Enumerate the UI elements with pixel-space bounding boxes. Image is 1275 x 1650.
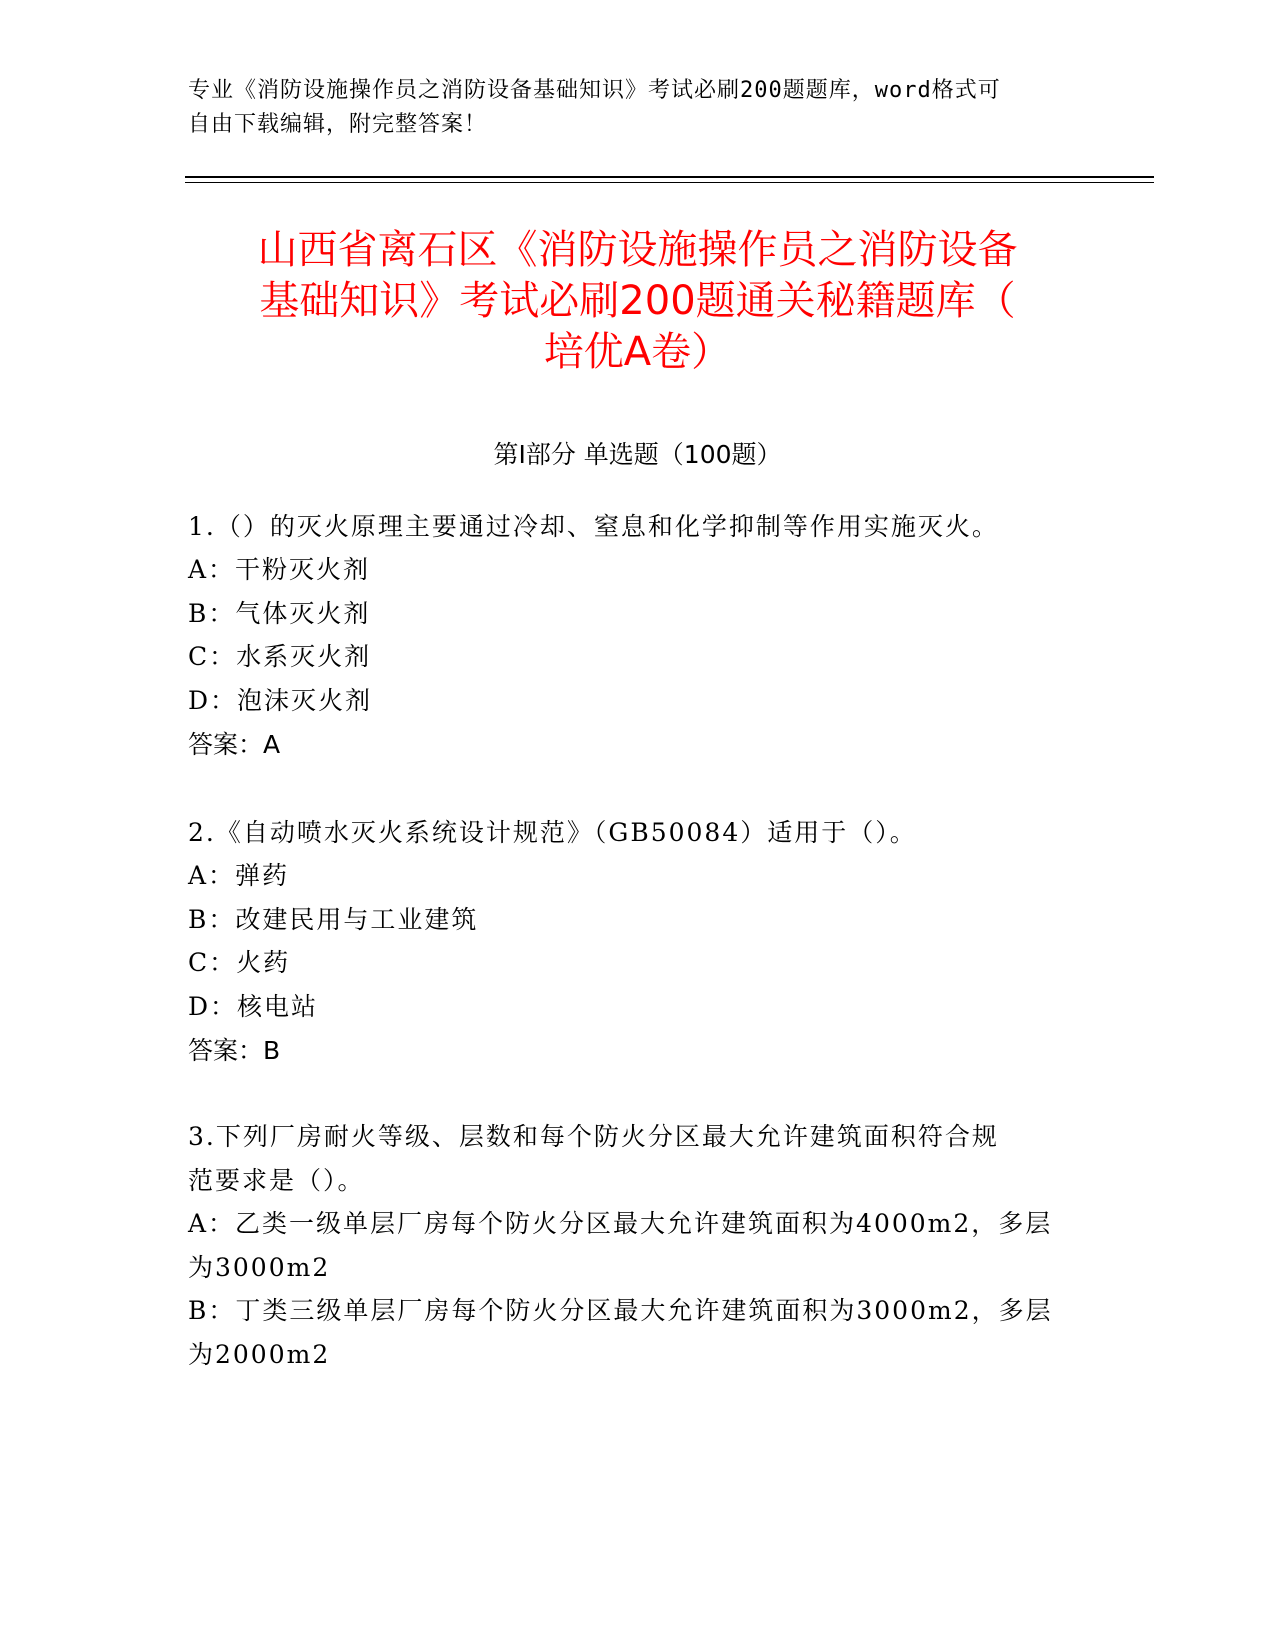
header-divider-thick <box>185 176 1154 178</box>
section-title: 第I部分 单选题（100题） <box>493 440 782 469</box>
question-2-option-a: A：弹药 <box>188 861 290 890</box>
question-3-option-a-line-1: A：乙类一级单层厂房每个防火分区最大允许建筑面积为4000m2，多层 <box>188 1209 1053 1238</box>
question-1-option-a: A：干粉灭火剂 <box>188 555 371 584</box>
question-2-answer: 答案：B <box>188 1036 281 1065</box>
header-note-line-2: 自由下载编辑，附完整答案！ <box>188 112 488 137</box>
question-3-stem-line-2: 范要求是（）。 <box>188 1166 365 1195</box>
header-note <box>188 74 1068 142</box>
question-3-option-b-line-1: B：丁类三级单层厂房每个防火分区最大允许建筑面积为3000m2，多层 <box>188 1296 1053 1325</box>
document-title <box>150 225 1125 378</box>
question-3-stem-line-1: 3.下列厂房耐火等级、层数和每个防火分区最大允许建筑面积符合规 <box>188 1122 999 1151</box>
question-2-option-b: B：改建民用与工业建筑 <box>188 905 479 934</box>
question-2-option-c: C：火药 <box>188 948 291 977</box>
question-3-option-a-line-2: 为3000m2 <box>188 1253 331 1282</box>
question-1-option-b: B：气体灭火剂 <box>188 599 371 628</box>
document-title-line-3: 培优A卷） <box>543 329 732 375</box>
question-1-option-c: C：水系灭火剂 <box>188 642 372 671</box>
question-3-option-b-line-2: 为2000m2 <box>188 1340 331 1369</box>
header-divider-thin <box>185 182 1154 183</box>
question-2-stem: 2.《自动喷水灭火系统设计规范》（GB50084）适用于（）。 <box>188 818 917 847</box>
document-title-line-2: 基础知识》考试必刷200题通关秘籍题库（ <box>259 278 1016 324</box>
document-title-line-1: 山西省离石区《消防设施操作员之消防设备 <box>257 227 1018 273</box>
header-note-line-1: 专业《消防设施操作员之消防设备基础知识》考试必刷200题题库，word格式可 <box>188 78 1001 103</box>
question-1-answer: 答案：A <box>188 730 281 759</box>
question-2-option-d: D：核电站 <box>188 992 319 1021</box>
question-1-stem: 1.（）的灭火原理主要通过冷却、窒息和化学抑制等作用实施灭火。 <box>188 512 999 541</box>
question-1-option-d: D：泡沫灭火剂 <box>188 686 373 715</box>
